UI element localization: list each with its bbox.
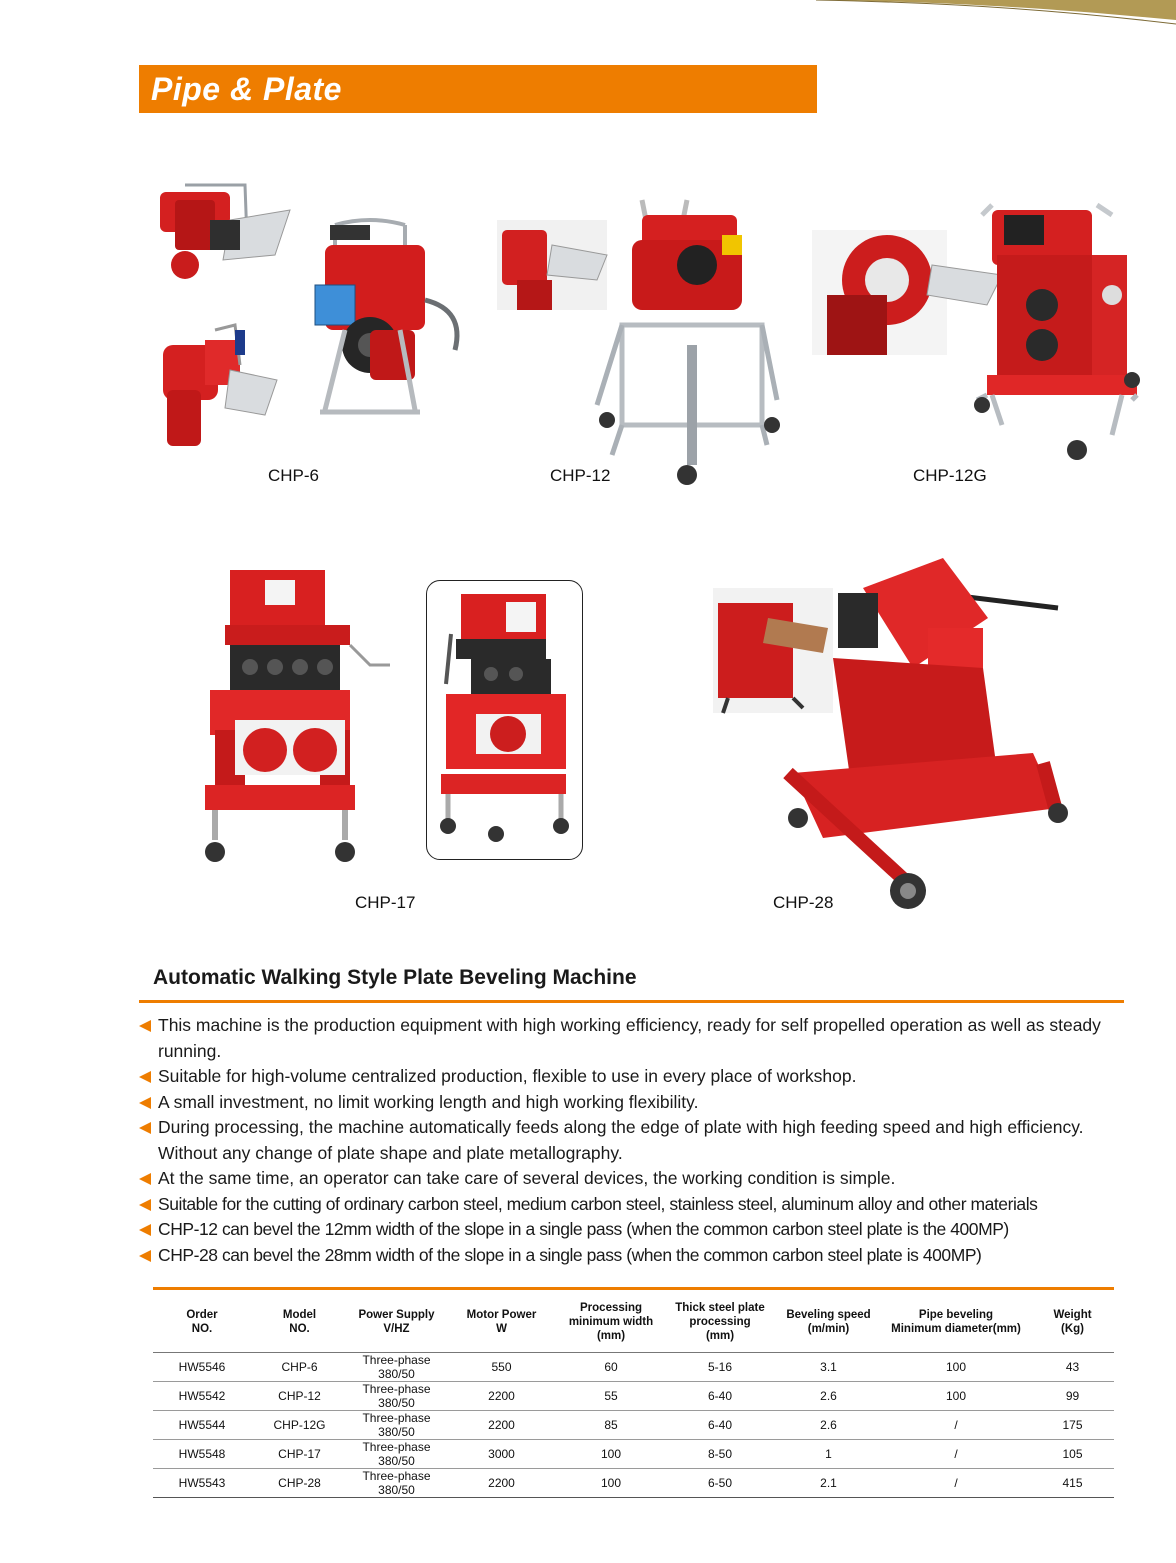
bullet-arrow-icon bbox=[139, 1097, 151, 1109]
spec-table bbox=[153, 1292, 1114, 1498]
cell-bevel-speed: 3.1 bbox=[776, 1353, 881, 1382]
cell-model: CHP-28 bbox=[251, 1469, 348, 1498]
cell-bevel-speed: 1 bbox=[776, 1440, 881, 1469]
feature-item: During processing, the machine automatically feeds along the edge of plate with high feeding speed and high efficiency. Without any change of plate shape and plate metallography. bbox=[139, 1115, 1124, 1166]
cell-weight: 415 bbox=[1031, 1469, 1114, 1498]
bullet-arrow-icon bbox=[139, 1199, 151, 1211]
cell-power-supply: Three-phase 380/50 bbox=[348, 1440, 445, 1469]
cell-order-no: HW5546 bbox=[153, 1353, 251, 1382]
section-title: Automatic Walking Style Plate Beveling Machine bbox=[153, 966, 637, 989]
section-divider bbox=[139, 1000, 1124, 1003]
cell-min-width: 85 bbox=[558, 1411, 664, 1440]
cell-bevel-speed: 2.6 bbox=[776, 1382, 881, 1411]
cell-pipe-min-diameter: 100 bbox=[881, 1353, 1031, 1382]
cell-plate-thickness: 5-16 bbox=[664, 1353, 776, 1382]
cell-plate-thickness: 6-40 bbox=[664, 1382, 776, 1411]
cell-plate-thickness: 8-50 bbox=[664, 1440, 776, 1469]
cell-motor-power: 2200 bbox=[445, 1469, 558, 1498]
column-header: Thick steel plate processing (mm) bbox=[664, 1292, 776, 1353]
cell-plate-thickness: 6-50 bbox=[664, 1469, 776, 1498]
bullet-arrow-icon bbox=[139, 1122, 151, 1134]
column-header: Pipe beveling Minimum diameter(mm) bbox=[881, 1292, 1031, 1353]
cell-min-width: 55 bbox=[558, 1382, 664, 1411]
column-header: Weight (Kg) bbox=[1031, 1292, 1114, 1353]
table-row bbox=[153, 1469, 1114, 1498]
header-banner bbox=[139, 65, 817, 113]
table-row bbox=[153, 1353, 1114, 1382]
cell-order-no: HW5548 bbox=[153, 1440, 251, 1469]
table-top-rule bbox=[153, 1287, 1114, 1290]
cell-bevel-speed: 2.6 bbox=[776, 1411, 881, 1440]
feature-item: CHP-28 can bevel the 28mm width of the slope in a single pass (when the common carbon steel plate is 400MP) bbox=[139, 1243, 1124, 1269]
chp-12-photo bbox=[497, 185, 787, 495]
feature-item: At the same time, an operator can take care of several devices, the working condition is simple. bbox=[139, 1166, 1124, 1192]
cell-bevel-speed: 2.1 bbox=[776, 1469, 881, 1498]
cell-min-width: 100 bbox=[558, 1440, 664, 1469]
cell-pipe-min-diameter: 100 bbox=[881, 1382, 1031, 1411]
table-header-row bbox=[153, 1292, 1114, 1353]
feature-item: This machine is the production equipment with high working efficiency, ready for self propelled operation as well as steady running. bbox=[139, 1013, 1124, 1064]
caption-chp-17: CHP-17 bbox=[355, 893, 416, 912]
column-header: Beveling speed (m/min) bbox=[776, 1292, 881, 1353]
cell-pipe-min-diameter: / bbox=[881, 1411, 1031, 1440]
bullet-arrow-icon bbox=[139, 1071, 151, 1083]
feature-item: Suitable for the cutting of ordinary carbon steel, medium carbon steel, stainless steel, aluminum alloy and other materials bbox=[139, 1192, 1124, 1218]
cell-power-supply: Three-phase 380/50 bbox=[348, 1353, 445, 1382]
cell-model: CHP-17 bbox=[251, 1440, 348, 1469]
bullet-arrow-icon bbox=[139, 1020, 151, 1032]
chp-28-photo bbox=[713, 548, 1083, 923]
caption-chp-6: CHP-6 bbox=[268, 466, 320, 485]
feature-item: A small investment, no limit working length and high working flexibility. bbox=[139, 1090, 1124, 1116]
cell-order-no: HW5543 bbox=[153, 1469, 251, 1498]
caption-chp-12g: CHP-12G bbox=[913, 466, 987, 485]
cell-weight: 99 bbox=[1031, 1382, 1114, 1411]
cell-motor-power: 2200 bbox=[445, 1411, 558, 1440]
page-title: Pipe & Plate bbox=[151, 71, 342, 107]
table-row bbox=[153, 1411, 1114, 1440]
feature-list bbox=[139, 1013, 1124, 1268]
cell-pipe-min-diameter: / bbox=[881, 1469, 1031, 1498]
feature-item: Suitable for high-volume centralized production, flexible to use in every place of workshop. bbox=[139, 1064, 1124, 1090]
column-header: Motor Power W bbox=[445, 1292, 558, 1353]
cell-model: CHP-6 bbox=[251, 1353, 348, 1382]
bullet-arrow-icon bbox=[139, 1250, 151, 1262]
cell-model: CHP-12G bbox=[251, 1411, 348, 1440]
cell-order-no: HW5544 bbox=[153, 1411, 251, 1440]
column-header: Model NO. bbox=[251, 1292, 348, 1353]
cell-motor-power: 3000 bbox=[445, 1440, 558, 1469]
cell-motor-power: 2200 bbox=[445, 1382, 558, 1411]
column-header: Processing minimum width (mm) bbox=[558, 1292, 664, 1353]
bullet-arrow-icon bbox=[139, 1173, 151, 1185]
caption-chp-28: CHP-28 bbox=[773, 893, 834, 912]
cell-plate-thickness: 6-40 bbox=[664, 1411, 776, 1440]
chp-17-alt-photo bbox=[436, 594, 576, 849]
chp-12g-photo bbox=[812, 195, 1142, 465]
corner-decoration bbox=[816, 0, 1176, 32]
table-row bbox=[153, 1440, 1114, 1469]
cell-weight: 105 bbox=[1031, 1440, 1114, 1469]
feature-item: CHP-12 can bevel the 12mm width of the slope in a single pass (when the common carbon steel plate is the 400MP) bbox=[139, 1217, 1124, 1243]
cell-pipe-min-diameter: / bbox=[881, 1440, 1031, 1469]
table-row bbox=[153, 1382, 1114, 1411]
cell-min-width: 100 bbox=[558, 1469, 664, 1498]
cell-min-width: 60 bbox=[558, 1353, 664, 1382]
cell-model: CHP-12 bbox=[251, 1382, 348, 1411]
cell-power-supply: Three-phase 380/50 bbox=[348, 1382, 445, 1411]
chp-6-photo bbox=[155, 180, 475, 450]
cell-weight: 175 bbox=[1031, 1411, 1114, 1440]
column-header: Order NO. bbox=[153, 1292, 251, 1353]
cell-power-supply: Three-phase 380/50 bbox=[348, 1411, 445, 1440]
chp-17-photo bbox=[200, 570, 395, 870]
bullet-arrow-icon bbox=[139, 1224, 151, 1236]
cell-weight: 43 bbox=[1031, 1353, 1114, 1382]
caption-chp-12: CHP-12 bbox=[550, 466, 611, 485]
cell-order-no: HW5542 bbox=[153, 1382, 251, 1411]
column-header: Power Supply V/HZ bbox=[348, 1292, 445, 1353]
cell-power-supply: Three-phase 380/50 bbox=[348, 1469, 445, 1498]
cell-motor-power: 550 bbox=[445, 1353, 558, 1382]
